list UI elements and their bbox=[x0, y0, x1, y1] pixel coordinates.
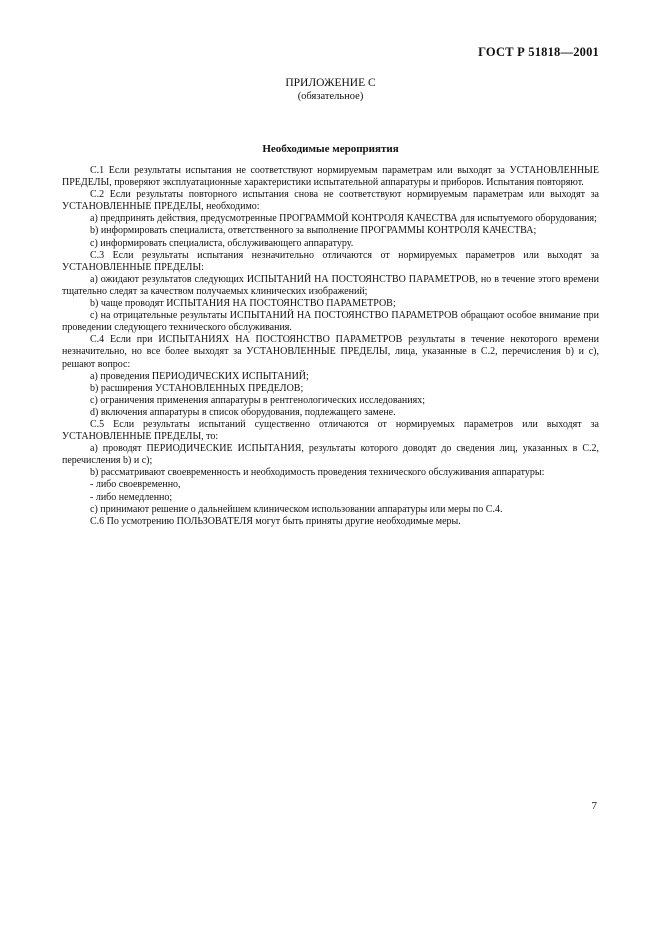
list-item-c4-d: d) включения аппаратуры в список оборудования, подлежащего замене. bbox=[90, 406, 396, 418]
paragraph-c5: С.5 Если результаты испытаний существенно отличаются от нормируемых параметров или выходят за УСТАНОВЛЕННЫЕ ПРЕДЕЛЫ, то: bbox=[62, 418, 599, 443]
paragraph-c2: С.2 Если результаты повторного испытания снова не соответствуют нормируемым параметрам или выходят за УСТАНОВЛЕННЫЕ ПРЕДЕЛЫ, необходимо: bbox=[62, 189, 599, 213]
paragraph-c6: С.6 По усмотрению ПОЛЬЗОВАТЕЛЯ могут быть приняты другие необходимые меры. bbox=[90, 515, 461, 527]
appendix-title: ПРИЛОЖЕНИЕ С bbox=[285, 77, 376, 89]
list-item-c5-a: a) проводят ПЕРИОДИЧЕСКИЕ ИСПЫТАНИЯ, результаты которого доводят до сведения лиц, указанных в С.2, перечисления b) и c); bbox=[62, 443, 599, 467]
list-item-c3-c: c) на отрицательные результаты ИСПЫТАНИЙ НА ПОСТОЯНСТВО ПАРАМЕТРОВ обращают особое внимание при проведении следующего технического обслуживания. bbox=[62, 310, 599, 334]
paragraph-c4: С.4 Если при ИСПЫТАНИЯХ НА ПОСТОЯНСТВО ПАРАМЕТРОВ результаты в течение некоторого времени незначительно, но все более выходят за УСТАНОВЛЕННЫЕ ПРЕДЕЛЫ, лица, указанные в С.2, перечисления b) и c), решают вопрос: bbox=[62, 334, 599, 370]
standard-number: ГОСТ Р 51818—2001 bbox=[478, 45, 599, 59]
list-item-c3-a: a) ожидают результатов следующих ИСПЫТАНИЙ НА ПОСТОЯНСТВО ПАРАМЕТРОВ, но в течение этого времени тщательно следят за качеством получаемых клинических изображений; bbox=[62, 273, 599, 297]
list-item-c2-b: b) информировать специалиста, ответственного за выполнение ПРОГРАММЫ КОНТРОЛЯ КАЧЕСТВА; bbox=[90, 225, 537, 237]
paragraph-c3: С.3 Если результаты испытания незначительно отличаются от нормируемых параметров или выходят за УСТАНОВЛЕННЫЕ ПРЕДЕЛЫ: bbox=[62, 249, 599, 273]
list-item-c3-b: b) чаще проводят ИСПЫТАНИЯ НА ПОСТОЯНСТВО ПАРАМЕТРОВ; bbox=[90, 298, 396, 310]
list-item-c5-b: b) рассматривают своевременность и необходимость проведения технического обслуживания аппаратуры: bbox=[90, 467, 545, 479]
list-item-c2-a: a) предпринять действия, предусмотренные ПРОГРАММОЙ КОНТРОЛЯ КАЧЕСТВА для испытуемого оборудования; bbox=[90, 213, 597, 225]
document-body bbox=[62, 165, 599, 528]
list-dash-item-2: - либо немедленно; bbox=[90, 491, 173, 503]
list-item-c4-c: c) ограничения применения аппаратуры в рентгенологических исследованиях; bbox=[90, 394, 425, 406]
list-dash-item-1: - либо своевременно, bbox=[90, 479, 181, 491]
list-item-c4-a: a) проведения ПЕРИОДИЧЕСКИХ ИСПЫТАНИЙ; bbox=[90, 370, 309, 382]
list-item-c5-c: c) принимают решение о дальнейшем клиническом использовании аппаратуры или меры по С.4. bbox=[90, 503, 503, 515]
page-number: 7 bbox=[591, 800, 597, 812]
section-heading: Необходимые мероприятия bbox=[262, 143, 399, 155]
appendix-header bbox=[0, 77, 661, 103]
appendix-status: (обязательное) bbox=[297, 91, 364, 102]
paragraph-c1: С.1 Если результаты испытания не соответствуют нормируемым параметрам или выходят за УСТАНОВЛЕННЫЕ ПРЕДЕЛЫ, проверяют эксплуатационные характеристики испытательной аппаратуры и приборов. Испытания повторяют. bbox=[62, 165, 599, 189]
list-item-c2-c: c) информировать специалиста, обслуживающего аппаратуру. bbox=[90, 237, 354, 249]
list-item-c4-b: b) расширения УСТАНОВЛЕННЫХ ПРЕДЕЛОВ; bbox=[90, 382, 304, 394]
